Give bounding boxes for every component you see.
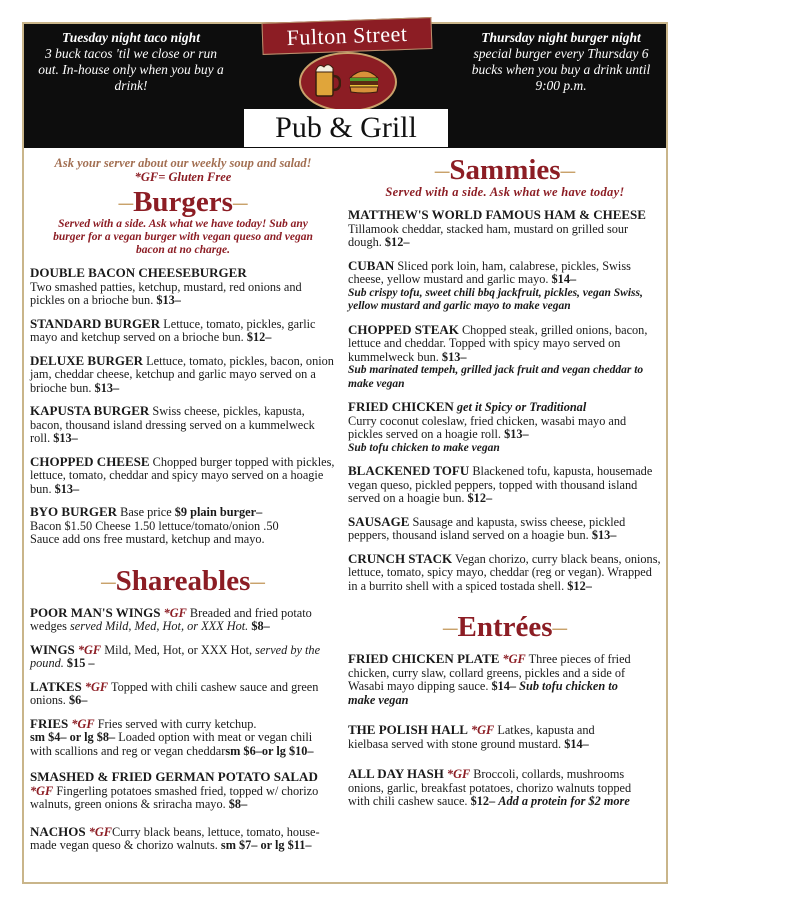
soup-note: Ask your server about our weekly soup and salad! — [54, 156, 312, 170]
gluten-free-note: *GF= Gluten Free — [134, 170, 232, 184]
menu-item — [348, 723, 662, 751]
menu-item — [348, 652, 662, 707]
item-name: ALL DAY HASH — [348, 766, 444, 781]
gf-tag: *GF — [471, 723, 495, 737]
thursday-promo — [466, 30, 656, 94]
item-price: $6– — [68, 693, 88, 707]
item-desc: Mild, Med, Hot, or XXX Hot, — [104, 642, 253, 657]
item-desc: Fingerling potatoes smashed fried, topped w/ chorizo walnuts, green onions & sriracha mayo. — [30, 783, 319, 811]
pub-subtitle: Pub & Grill — [244, 109, 448, 147]
item-name: KAPUSTA BURGER — [30, 403, 150, 418]
gf-tag: *GF — [71, 716, 95, 731]
item-price: $14– — [491, 679, 517, 693]
item-desc: Chopped steak, grilled onions, bacon, lettuce and cheddar. Topped with spicy mayo served on kummelweck bun. — [348, 322, 648, 364]
menu-item — [30, 717, 336, 759]
tuesday-promo-text: 3 buck tacos 'til we close or run out. In-house only when you buy a drink! — [38, 46, 224, 93]
item-price: $13– — [54, 481, 80, 496]
item-desc-italic: served by the pound. — [30, 642, 321, 670]
item-desc: Three pieces of fried chicken, curry slaw, collard greens, pickles and a side of Wasabi mayo dipping sauce. — [348, 652, 631, 693]
left-column — [30, 152, 336, 853]
item-desc: Curry black beans, lettuce, tomato, house-made vegan queso & chorizo walnuts. — [30, 824, 320, 852]
item-name: SMASHED & FRIED GERMAN POTATO SALAD — [30, 769, 318, 784]
item-name: POOR MAN'S WINGS — [30, 604, 161, 620]
item-sizes: sm $4– or lg $8– — [30, 730, 116, 744]
item-price: $14– — [551, 272, 577, 286]
burgers-heading: –Burgers– — [118, 186, 248, 218]
menu-item — [348, 259, 662, 314]
item-price: $14– — [564, 736, 589, 751]
menu-item — [30, 770, 336, 812]
burgers-served-note: Served with a side. Ask what we have today! Sub any burger for a vegan burger with vegan queso and vegan bacon at no charge. — [53, 218, 313, 256]
item-desc: Tillamook cheddar, stacked ham, mustard on grilled sour dough. — [348, 221, 629, 249]
entrees-title: Entrées — [457, 611, 553, 643]
item-desc: Blackened tofu, kapusta, housemade vegan queso, pickled peppers, topped with thousand island served on a hoagie bun. — [348, 464, 653, 505]
item-price: $9 plain burger– — [174, 505, 263, 519]
shareables-title: Shareables — [115, 564, 251, 597]
item-desc: Lettuce, tomato, pickles, garlic mayo and ketchup served on a brioche bun. — [30, 316, 316, 344]
item-name: CHOPPED STEAK — [348, 321, 459, 337]
item-price: $8– — [251, 619, 270, 633]
item-price: $15 – — [66, 656, 95, 670]
item-name: NACHOS — [30, 823, 86, 839]
item-price: $12– — [470, 794, 496, 808]
menu-item — [30, 404, 336, 446]
item-desc: Broccoli, collards, mushrooms onions, garlic, breakfast potatoes, chorizo walnuts topped with chili cashew sauce. — [348, 767, 632, 808]
sammies-title: Sammies — [449, 154, 561, 186]
item-extra: Sub tofu chicken to make vegan — [348, 679, 618, 707]
item-extra: Add a protein for $2 more — [498, 794, 630, 808]
item-desc: Vegan chorizo, curry black beans, onions, lettuce, tomato, spicy mayo, cheddar (reg or vegan). Wrapped in a burrito shell with a spiced tostada shell. — [348, 551, 661, 593]
item-desc-loaded: Loaded option with meat or vegan chili with scallions and reg or vegan cheddar — [30, 730, 313, 758]
shareables-heading: –Shareables– — [101, 564, 265, 597]
item-name-italic: get it Spicy or Traditional — [456, 400, 587, 414]
item-desc: Sliced pork loin, ham, calabrese, pickles, Swiss cheese, yellow mustard and garlic mayo. — [348, 258, 631, 286]
item-price: $8– — [228, 797, 248, 811]
item-price: $13– — [94, 380, 120, 395]
beer-mug-icon — [313, 62, 341, 98]
item-name: MATTHEW'S WORLD FAMOUS HAM & CHEESE — [348, 207, 646, 222]
item-price: sm $7– or lg $11– — [220, 838, 312, 852]
menu-item — [348, 464, 662, 506]
item-name: CUBAN — [348, 257, 395, 273]
item-desc: Topped with chili cashew sauce and green onions. — [30, 679, 319, 707]
menu-item — [30, 680, 336, 708]
byo-burger-item — [30, 505, 336, 547]
gf-tag: *GF — [163, 605, 187, 620]
gf-tag: *GF — [88, 824, 112, 839]
item-name: FRIED CHICKEN PLATE — [348, 651, 500, 666]
item-price: $13– — [591, 528, 617, 542]
vegan-sub: Sub marinated tempeh, grilled jack fruit and vegan cheddar to make vegan — [348, 364, 644, 390]
item-name: CHOPPED CHEESE — [30, 453, 150, 469]
menu-item — [30, 266, 336, 308]
item-name: DOUBLE BACON CHEESEBURGER — [30, 265, 247, 280]
item-desc: Curry coconut coleslaw, fried chicken, wasabi mayo and pickles served on a hoagie roll. — [348, 413, 627, 441]
item-name: THE POLISH HALL — [348, 722, 468, 737]
sammies-served-note: Served with a side. Ask what we have today! — [385, 185, 625, 199]
burger-icon — [348, 66, 380, 94]
vegan-sub: Sub tofu chicken to make vegan — [348, 441, 500, 454]
tuesday-promo-title: Tuesday night taco night — [62, 30, 200, 45]
item-desc: Lettuce, tomato, pickles, bacon, onion jam, cheddar cheese, ketchup and garlic mayo served on a brioche bun. — [30, 353, 334, 395]
item-name: BYO BURGER — [30, 504, 118, 519]
item-sizes-loaded: sm $6–or lg $10– — [225, 743, 314, 758]
item-desc: Swiss cheese, pickles, kapusta, bacon, thousand island dressing served on a kummelweck roll. — [30, 404, 315, 445]
item-price: $13– — [441, 349, 467, 364]
vegan-sub: Sub crispy tofu, sweet chili bbq jackfruit, pickles, vegan Swiss, yellow mustard and garlic mayo to make vegan — [348, 286, 643, 312]
item-name: FRIED CHICKEN — [348, 399, 454, 414]
gf-tag: *GF — [502, 652, 526, 666]
gf-tag: *GF — [77, 642, 102, 657]
item-desc: Two smashed patties, ketchup, mustard, red onions and pickles on a brioche bun. — [30, 279, 302, 307]
gf-tag: *GF — [446, 767, 471, 781]
menu-item — [348, 208, 662, 250]
item-name: SAUSAGE — [348, 513, 410, 529]
menu-item — [30, 606, 336, 634]
item-name: FRIES — [30, 715, 69, 731]
item-name: STANDARD BURGER — [30, 315, 161, 331]
menu-item — [348, 552, 662, 594]
item-desc: Fries served with curry ketchup. — [97, 716, 257, 731]
item-price: $13– — [53, 431, 78, 445]
banner-title: Fulton Street — [261, 17, 432, 55]
item-desc: Chopped burger topped with pickles, lettuce, tomato, cheddar and spicy mayo served on a hoagie bun. — [30, 454, 335, 496]
right-column — [348, 152, 662, 809]
byo-sauces: Sauce add ons free mustard, ketchup and mayo. — [30, 532, 265, 546]
item-price: $12– — [467, 491, 493, 505]
byo-base-label: Base price — [120, 505, 172, 519]
item-price: $13– — [156, 293, 181, 307]
item-name: DELUXE BURGER — [30, 352, 144, 368]
item-desc-italic: served Mild, Med, Hot, or XXX Hot. — [69, 619, 249, 633]
sammies-heading: –Sammies– — [434, 154, 576, 186]
menu-item — [30, 825, 336, 853]
tuesday-promo — [36, 30, 226, 94]
item-price: $12– — [384, 235, 410, 249]
item-price: $12– — [567, 578, 592, 593]
item-name: LATKES — [30, 678, 82, 694]
item-desc: Sausage and kapusta, swiss cheese, pickled peppers, thousand island served on a hoagie bun. — [348, 514, 626, 542]
item-desc: Breaded and fried potato wedges — [30, 605, 312, 633]
item-price: $13– — [504, 427, 529, 441]
menu-item — [30, 643, 336, 671]
burgers-title: Burgers — [133, 186, 233, 218]
item-desc: Latkes, kapusta and kielbasa served with stone ground mustard. — [348, 723, 595, 751]
thursday-promo-title: Thursday night burger night — [481, 30, 641, 45]
item-name: BLACKENED TOFU — [348, 463, 470, 478]
menu-item — [348, 323, 662, 392]
gf-tag: *GF — [84, 679, 109, 694]
menu-item — [30, 354, 336, 396]
menu-item — [348, 767, 662, 809]
item-price: $12– — [246, 330, 272, 344]
menu-item — [348, 400, 662, 455]
menu-item — [30, 455, 336, 497]
item-name: WINGS — [30, 641, 75, 657]
thursday-promo-text: special burger every Thursday 6 bucks when you buy a drink until 9:00 p.m. — [471, 46, 651, 93]
byo-addons: Bacon $1.50 Cheese 1.50 lettuce/tomato/onion .50 — [30, 518, 279, 533]
menu-item — [348, 515, 662, 543]
gf-tag: *GF — [30, 783, 54, 798]
entrees-heading: –Entrées– — [442, 611, 568, 643]
item-name: CRUNCH STACK — [348, 550, 453, 566]
menu-item — [30, 317, 336, 345]
